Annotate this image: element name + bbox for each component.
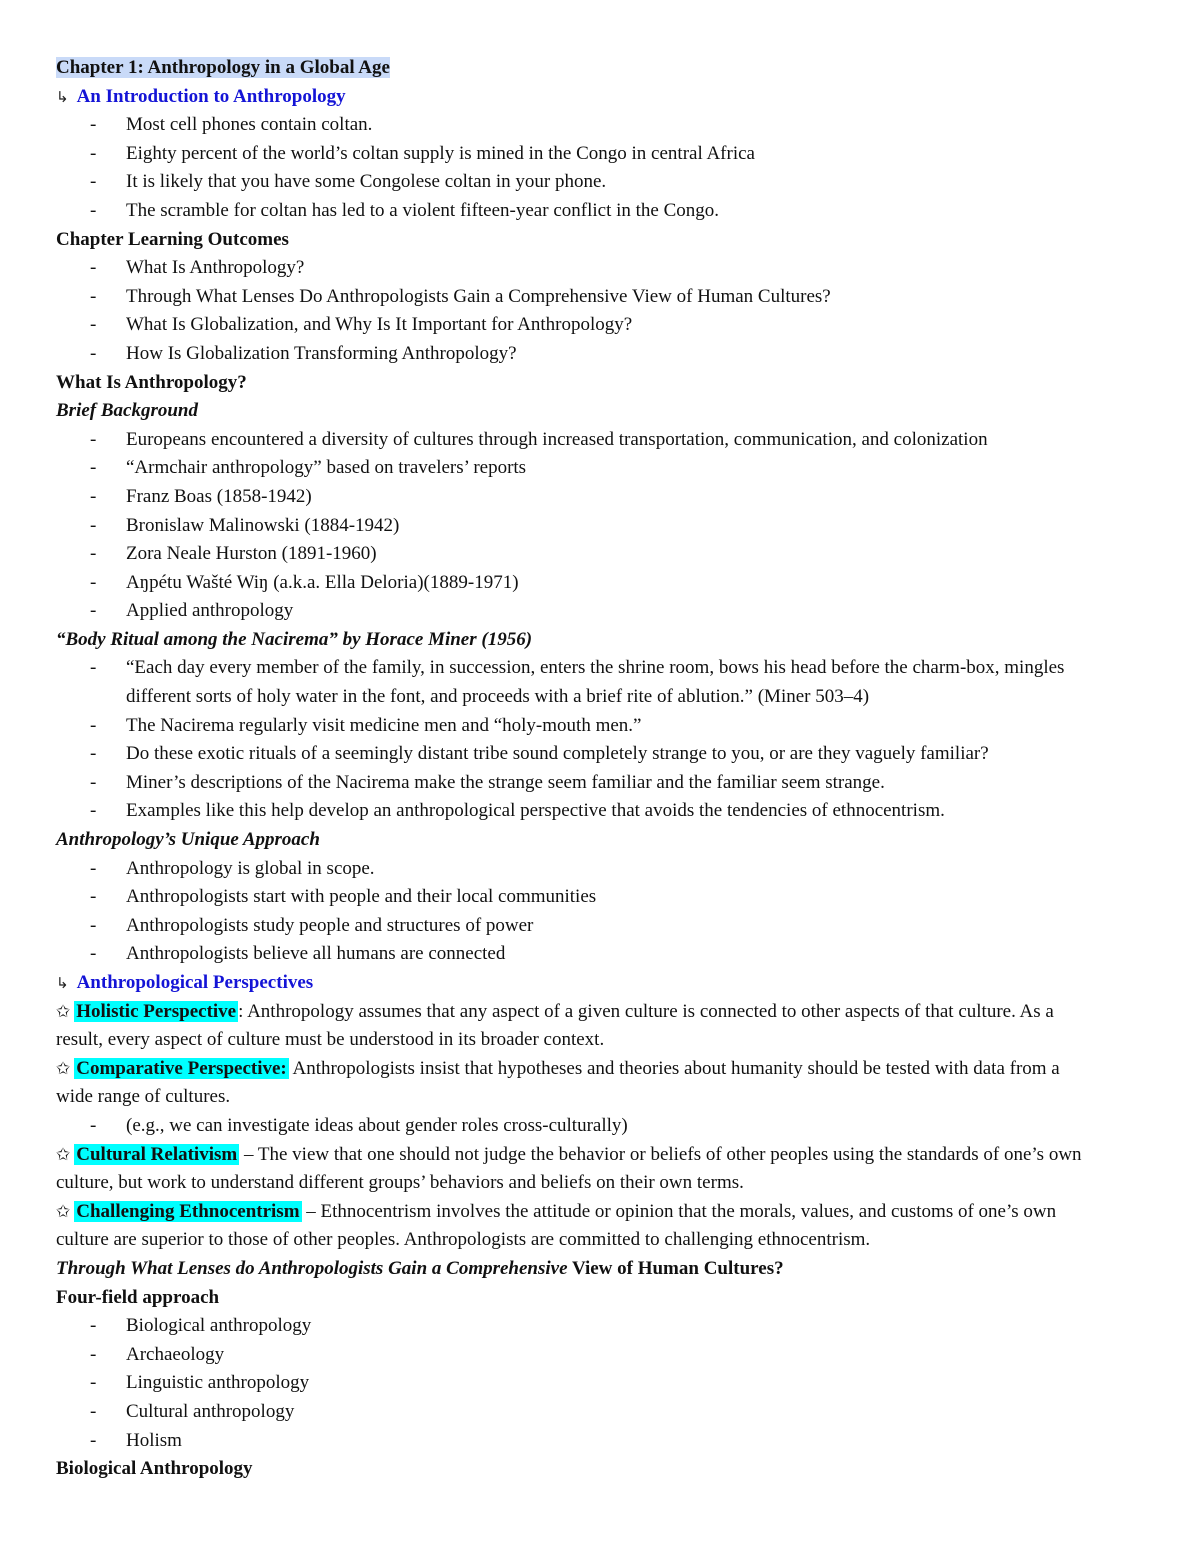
list-item-text: Applied anthropology [126, 600, 294, 622]
outcomes-list [56, 254, 1144, 368]
list-item [56, 855, 1144, 884]
list-item-text: Most cell phones contain coltan. [126, 114, 373, 136]
nacirema-list [56, 654, 1144, 826]
background-heading: Brief Background [56, 400, 198, 422]
list-item-text: Examples like this help develop an anthropological perspective that avoids the tendencies of ethnocentrism. [126, 800, 945, 822]
chapter-title-text: Chapter 1: Anthropology in a Global Age [56, 57, 390, 78]
list-item-text: Eighty percent of the world’s coltan supply is mined in the Congo in central Africa [126, 142, 755, 164]
list-item-text: Europeans encountered a diversity of cultures through increased transportation, communication, and colonization [126, 428, 988, 450]
list-item [56, 569, 1144, 598]
list-item [56, 483, 1144, 512]
list-item [56, 168, 1144, 197]
intro-heading [56, 83, 1144, 112]
dash-icon: - [90, 743, 97, 765]
list-item-text: Bronislaw Malinowski (1884-1942) [126, 514, 400, 536]
list-item-text: Through What Lenses Do Anthropologists Gain a Comprehensive View of Human Cultures? [126, 285, 831, 307]
list-item-text: What Is Globalization, and Why Is It Important for Anthropology? [126, 314, 633, 336]
dash-icon: - [90, 857, 97, 879]
dash-icon: - [90, 171, 97, 193]
dash-icon: - [90, 714, 97, 736]
list-item-text: “Armchair anthropology” based on travelers’ reports [126, 457, 527, 479]
list-item [56, 1369, 1144, 1398]
list-item [56, 454, 1144, 483]
comparative-paragraph [56, 1055, 1144, 1112]
list-item [56, 1427, 1144, 1456]
unique-list [56, 855, 1144, 969]
list-item-text: (e.g., we can investigate ideas about gender roles cross-culturally) [126, 1114, 628, 1136]
list-item [56, 1341, 1144, 1370]
dash-icon: - [90, 1315, 97, 1337]
lenses-heading-italic: Through What Lenses do Anthropologists Gain a Comprehensive [56, 1257, 568, 1279]
dash-icon: - [90, 1114, 97, 1136]
nacirema-heading: “Body Ritual among the Nacirema” by Horace Miner (1956) [56, 628, 533, 650]
list-item [56, 740, 1144, 769]
list-item-text: Holism [126, 1429, 182, 1451]
dash-icon: - [90, 1343, 97, 1365]
list-item-text: What Is Anthropology? [126, 257, 305, 279]
perspectives-heading-text: Anthropological Perspectives [76, 972, 314, 993]
list-item [56, 654, 1144, 711]
dash-icon: - [90, 514, 97, 536]
dash-icon: - [90, 1400, 97, 1422]
ethnocentrism-paragraph [56, 1198, 1144, 1255]
list-item [56, 712, 1144, 741]
four-field-heading: Four-field approach [56, 1286, 220, 1308]
list-item [56, 1398, 1144, 1427]
dash-icon: - [90, 886, 97, 908]
dash-icon: - [90, 800, 97, 822]
comparative-term: Comparative Perspective: [76, 1057, 287, 1079]
dash-icon: - [90, 914, 97, 936]
list-item [56, 111, 1144, 140]
arrow-icon: ↳ [56, 974, 69, 992]
list-item [56, 769, 1144, 798]
list-item-text: Miner’s descriptions of the Nacirema make the strange seem familiar and the familiar seem strange. [126, 771, 885, 793]
list-item-text: Anthropologists believe all humans are connected [126, 943, 506, 965]
dash-icon: - [90, 543, 97, 565]
list-item-text: Anthropologists start with people and their local communities [126, 886, 597, 908]
unique-heading: Anthropology’s Unique Approach [56, 829, 320, 851]
star-icon: ✩ [56, 1144, 71, 1165]
dash-icon: - [90, 1429, 97, 1451]
holistic-text: : Anthropology assumes that any aspect of a given culture is connected to other aspects of that culture. As a result, every aspect of culture must be understood in its broader context. [56, 1000, 1054, 1051]
list-item-text: Anthropology is global in scope. [126, 857, 375, 879]
dash-icon: - [90, 1372, 97, 1394]
list-item-text: Do these exotic rituals of a seemingly distant tribe sound completely strange to you, or are they vaguely familiar? [126, 743, 989, 765]
list-item-text: The scramble for coltan has led to a violent fifteen-year conflict in the Congo. [126, 199, 720, 221]
list-item [56, 540, 1144, 569]
list-item-text: Linguistic anthropology [126, 1372, 310, 1394]
list-item-text: How Is Globalization Transforming Anthropology? [126, 342, 517, 364]
ethnocentrism-term: Challenging Ethnocentrism [76, 1200, 300, 1222]
holistic-term: Holistic Perspective [76, 1000, 237, 1022]
list-item-text: Franz Boas (1858-1942) [126, 485, 312, 507]
background-list [56, 426, 1144, 626]
star-icon: ✩ [56, 1058, 71, 1079]
dash-icon: - [90, 257, 97, 279]
list-item [56, 254, 1144, 283]
lenses-heading [56, 1255, 1144, 1284]
ethnocentrism-text: – Ethnocentrism involves the attitude or opinion that the morals, values, and customs of one’s own culture are superior to those of other peoples. Anthropologists are committed to challenging ethnocentrism. [56, 1200, 1057, 1251]
dash-icon: - [90, 943, 97, 965]
relativism-term: Cultural Relativism [76, 1143, 238, 1165]
list-item [56, 197, 1144, 226]
list-item-text: It is likely that you have some Congolese coltan in your phone. [126, 171, 607, 193]
perspectives-heading [56, 969, 1144, 998]
list-item [56, 1312, 1144, 1341]
list-item [56, 912, 1144, 941]
list-item-text: Anthropologists study people and structures of power [126, 914, 534, 936]
dash-icon: - [90, 657, 97, 679]
list-item [56, 940, 1144, 969]
list-item [56, 140, 1144, 169]
relativism-paragraph [56, 1141, 1144, 1198]
biological-heading: Biological Anthropology [56, 1458, 253, 1480]
dash-icon: - [90, 142, 97, 164]
holistic-paragraph [56, 998, 1144, 1055]
dash-icon: - [90, 600, 97, 622]
dash-icon: - [90, 771, 97, 793]
dash-icon: - [90, 485, 97, 507]
list-item [56, 311, 1144, 340]
list-item-text: Zora Neale Hurston (1891-1960) [126, 543, 377, 565]
list-item [56, 597, 1144, 626]
dash-icon: - [90, 571, 97, 593]
list-item-text: “Each day every member of the family, in succession, enters the shrine room, bows his head before the charm-box, mingles different sorts of holy water in the font, and proceeds with a brief rite of ablution.” (Miner 503–4) [126, 657, 1065, 708]
list-item [56, 512, 1144, 541]
comparative-text: Anthropologists insist that hypotheses and theories about humanity should be tested with data from a wide range of cultures. [56, 1057, 1060, 1108]
star-icon: ✩ [56, 1001, 71, 1022]
list-item-text: Archaeology [126, 1343, 225, 1365]
list-item-text: The Nacirema regularly visit medicine men and “holy-mouth men.” [126, 714, 642, 736]
list-item-text: Cultural anthropology [126, 1400, 295, 1422]
intro-heading-text: An Introduction to Anthropology [76, 85, 346, 107]
dash-icon: - [90, 314, 97, 336]
list-item [56, 1112, 1144, 1141]
lenses-heading-rest: View of Human Cultures? [567, 1257, 784, 1279]
four-field-list [56, 1312, 1144, 1455]
list-item-text: Biological anthropology [126, 1315, 312, 1337]
dash-icon: - [90, 342, 97, 364]
relativism-text: – The view that one should not judge the behavior or beliefs of other peoples using the standards of one’s own culture, but work to understand different groups’ behaviors and beliefs on their own terms. [56, 1143, 1082, 1194]
list-item [56, 426, 1144, 455]
list-item [56, 797, 1144, 826]
list-item [56, 340, 1144, 369]
what-is-heading: What Is Anthropology? [56, 371, 247, 393]
dash-icon: - [90, 457, 97, 479]
dash-icon: - [90, 114, 97, 136]
dash-icon: - [90, 285, 97, 307]
outcomes-heading: Chapter Learning Outcomes [56, 228, 289, 250]
dash-icon: - [90, 428, 97, 450]
star-icon: ✩ [56, 1201, 71, 1222]
list-item-text: Aŋpétu Wašté Wiŋ (a.k.a. Ella Deloria)(1889-1971) [126, 571, 519, 593]
list-item [56, 283, 1144, 312]
chapter-title [56, 54, 1144, 83]
list-item [56, 883, 1144, 912]
dash-icon: - [90, 199, 97, 221]
intro-list [56, 111, 1144, 225]
comparative-example-list [56, 1112, 1144, 1141]
arrow-icon: ↳ [56, 87, 69, 106]
